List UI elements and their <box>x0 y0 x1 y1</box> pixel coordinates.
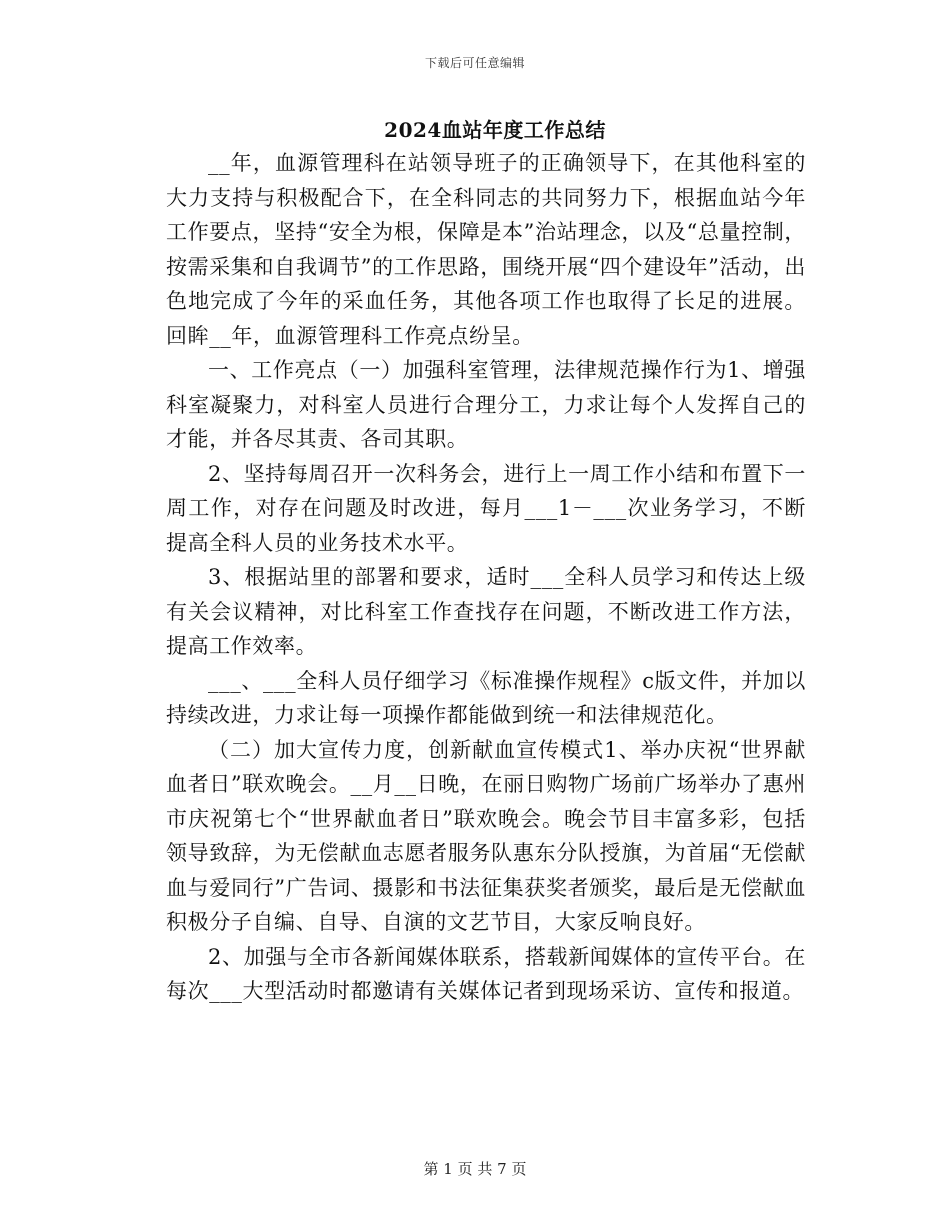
paragraph-intro: __年，血源管理科在站领导班子的正确领导下，在其他科室的大力支持与积极配合下，在全科同志的共同努力下，根据血站今年工作要点，坚持“安全为根，保障是本”治站理念，以及“总量控制，按需采集和自我调节”的工作思路，围绕开展“四个建设年”活动，出色地完成了今年的采血任务，其他各项工作也取得了长足的进展。回眸__年，血源管理科工作亮点纷呈。 <box>166 151 806 348</box>
paragraph-media: 2、加强与全市各新闻媒体联系，搭载新闻媒体的宣传平台。在每次___大型活动时都邀请有关媒体记者到现场采访、宣传和报道。 <box>166 944 806 1003</box>
paragraph-item-3: 3、根据站里的部署和要求，适时___全科人员学习和传达上级有关会议精神，对比科室工作查找存在问题，不断改进工作方法，提高工作效率。 <box>166 565 806 658</box>
paragraph-section-1: 一、工作亮点（一）加强科室管理，法律规范操作行为1、增强科室凝聚力，对科室人员进行合理分工，力求让每个人发挥自己的才能，并各尽其责、各司其职。 <box>166 358 806 451</box>
paragraph-item-4: ___、___全科人员仔细学习《标准操作规程》c版文件，并加以持续改进，力求让每一项操作都能做到统一和法律规范化。 <box>166 668 806 727</box>
page-number: 第 1 页 共 7 页 <box>423 1160 527 1178</box>
paragraph-item-2: 2、坚持每周召开一次科务会，进行上一周工作小结和布置下一周工作，对存在问题及时改进，每月___1－___次业务学习，不断提高全科人员的业务技术水平。 <box>166 461 806 555</box>
paragraph-section-2: （二）加大宣传力度，创新献血宣传模式1、举办庆祝“世界献血者日”联欢晚会。__月__日晚，在丽日购物广场前广场举办了惠州市庆祝第七个“世界献血者日”联欢晚会。晚会节目丰富多彩，包括领导致辞，为无偿献血志愿者服务队惠东分队授旗，为首届“无偿献血与爱同行”广告词、摄影和书法征集获奖者颁奖，最后是无偿献血积极分子自编、自导、自演的文艺节目，大家反响良好。 <box>166 737 806 934</box>
document-title: 2024血站年度工作总结 <box>384 118 606 142</box>
header-note: 下载后可任意编辑 <box>424 56 525 70</box>
document-body <box>166 146 806 1009</box>
